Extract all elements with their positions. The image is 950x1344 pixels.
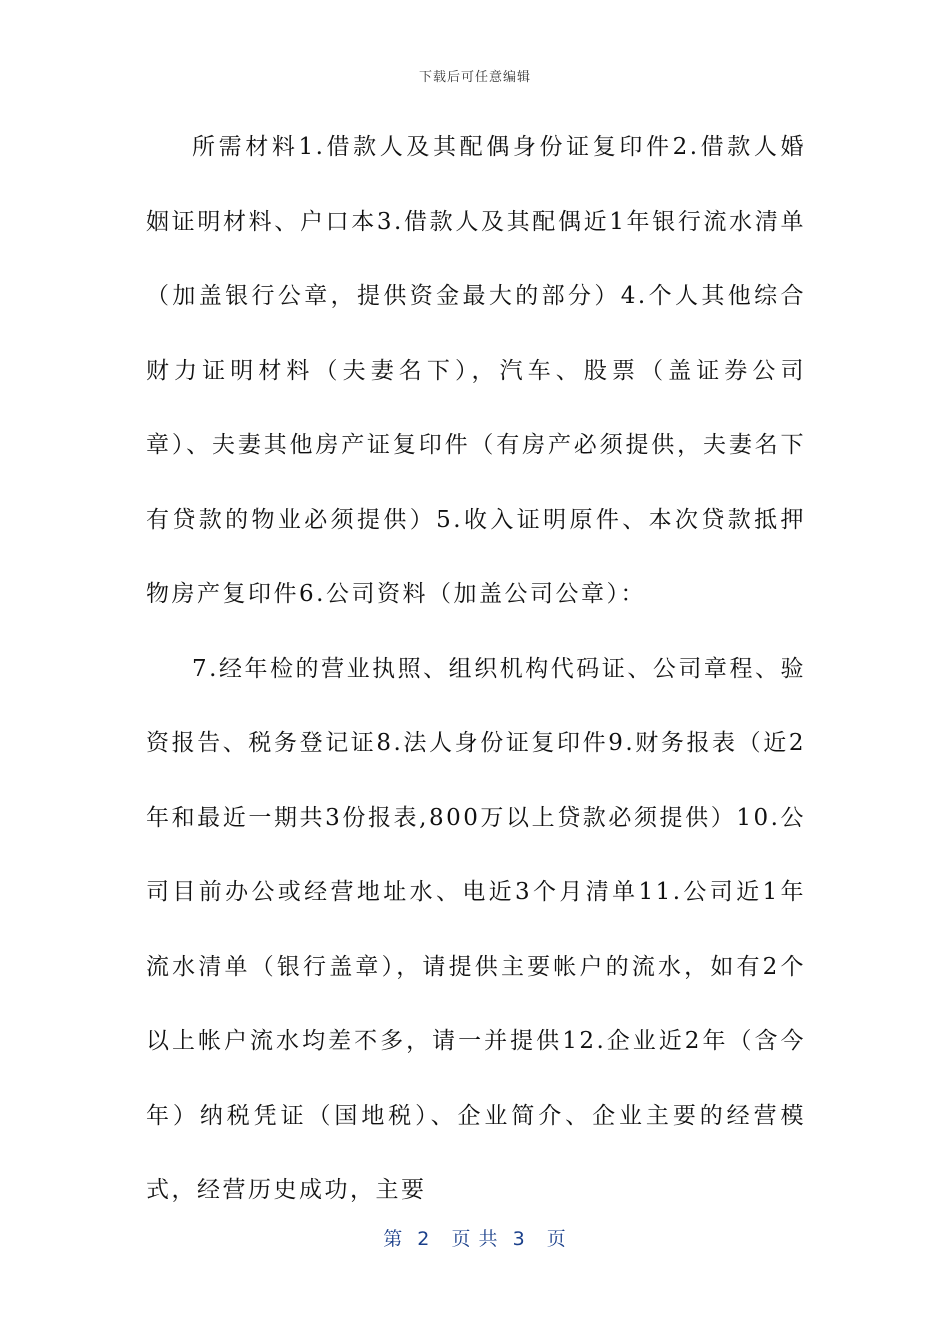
- document-body: [146, 110, 806, 1228]
- paragraph-materials-1: 所需材料1.借款人及其配偶身份证复印件2.借款人婚姻证明材料、户口本3.借款人及其配偶近1年银行流水清单（加盖银行公章，提供资金最大的部分）4.个人其他综合财力证明材料（夫妻名下），汽车、股票（盖证券公司章）、夫妻其他房产证复印件（有房产必须提供，夫妻名下有贷款的物业必须提供）5.收入证明原件、本次贷款抵押物房产复印件6.公司资料（加盖公司公章）：: [146, 134, 806, 607]
- paragraph-materials-2: 7.经年检的营业执照、组织机构代码证、公司章程、验资报告、税务登记证8.法人身份证复印件9.财务报表（近2年和最近一期共3份报表,800万以上贷款必须提供）10.公司目前办公或经营地址水、电近3个月清单11.公司近1年流水清单（银行盖章），请提供主要帐户的流水，如有2个以上帐户流水均差不多，请一并提供12.企业近2年（含今年）纳税凭证（国地税）、企业简介、企业主要的经营模式，经营历史成功，主要: [146, 655, 806, 1203]
- page-header-note: 下载后可任意编辑: [418, 70, 531, 85]
- page-number-footer: 第 2 页 共 3 页: [383, 1228, 567, 1250]
